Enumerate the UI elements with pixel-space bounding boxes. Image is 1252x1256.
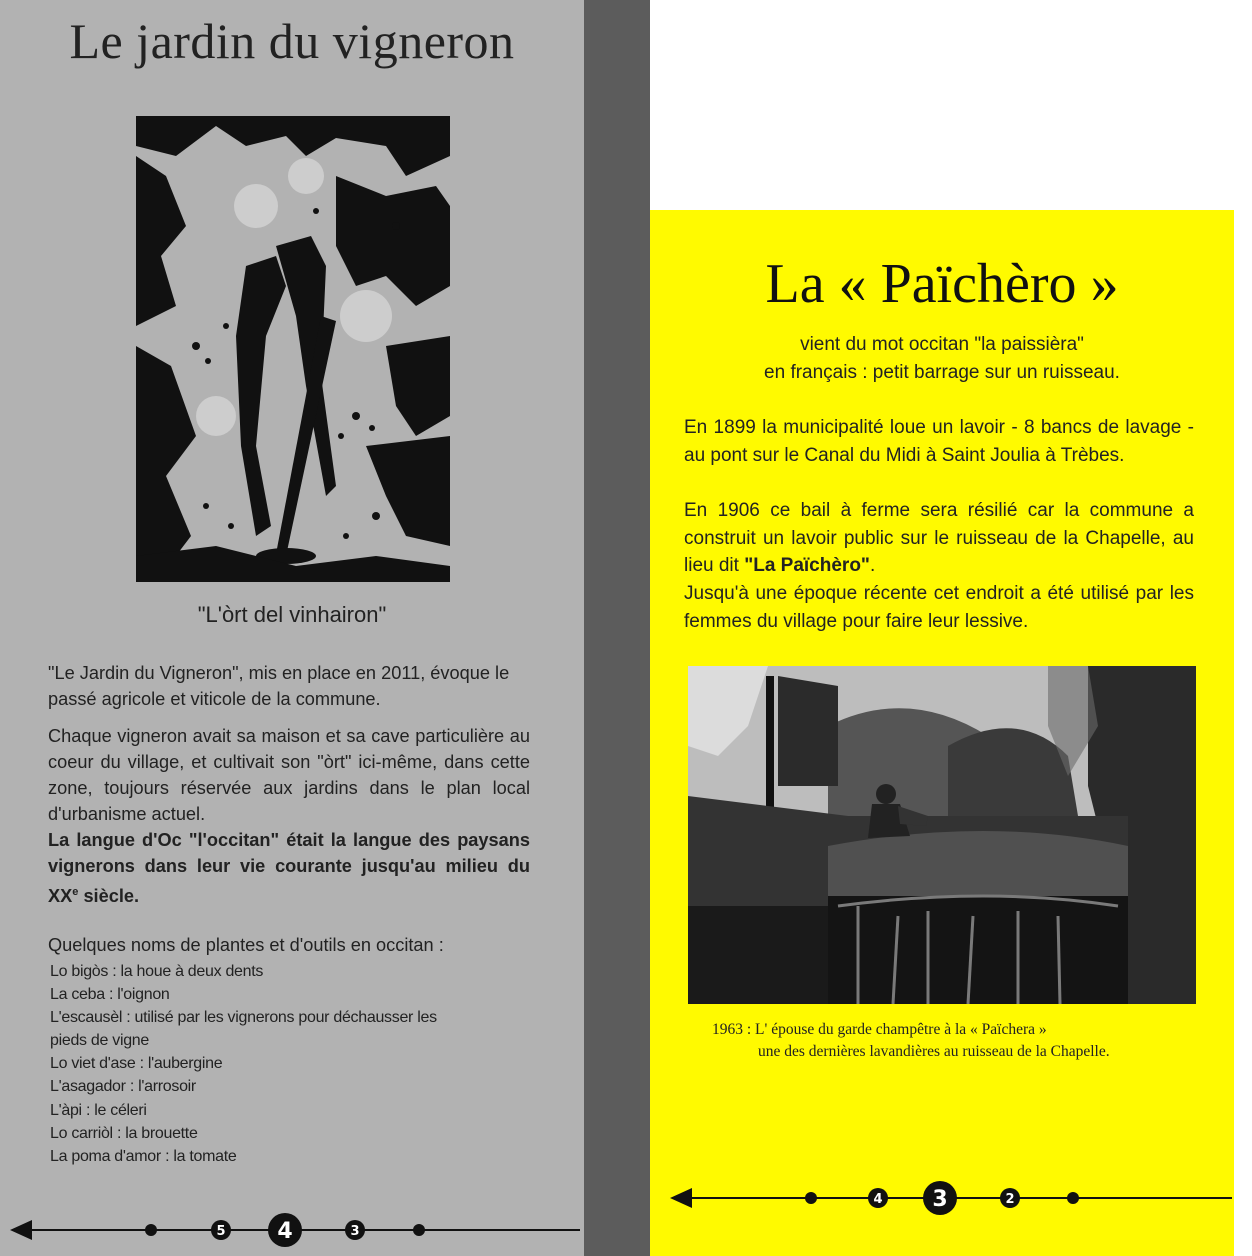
right-paragraph-1899: En 1899 la municipalité loue un lavoir - 8 bancs de lavage - au pont sur le Canal du Midi à Saint Joulia à Trèbes.: [684, 417, 1194, 466]
right-photo-caption-line2: une des dernières lavandières au ruisseau de la Chapelle.: [758, 1043, 1110, 1060]
trail-stop-current-num: 4: [277, 1219, 293, 1244]
paragraph-1906-text: En 1906 ce bail à ferme sera résilié car la commune a construit un lavoir public sur le ruisseau de la Chapelle, au lieu dit: [684, 500, 1194, 577]
right-page-title: La « Païchèro »: [765, 253, 1119, 315]
list-item: La ceba : l'oignon: [50, 986, 170, 1004]
back-arrow-icon: [670, 1188, 692, 1208]
list-item: L'escausèl : utilisé par les vignerons pour déchausser les: [50, 1009, 437, 1027]
trail-stop-next-num: 2: [1005, 1192, 1015, 1207]
list-item: Lo bigòs : la houe à deux dents: [50, 963, 264, 980]
trail-stop-next-num: 3: [350, 1224, 360, 1239]
trail-stop-current-num: 3: [932, 1187, 948, 1212]
right-subtitle-french: en français : petit barrage sur un ruisseau.: [764, 362, 1120, 383]
right-photo-caption-line1: 1963 : L' épouse du garde champêtre à la « Païchera »: [712, 1021, 1047, 1038]
list-item: Lo viet d'ase : l'aubergine: [50, 1055, 223, 1073]
left-history-block: [48, 723, 530, 909]
trail-dot-icon: [413, 1224, 425, 1236]
plants-list-header: Quelques noms de plantes et d'outils en occitan :: [48, 935, 444, 955]
trail-stop-prev-num: 5: [216, 1224, 226, 1239]
back-arrow-icon: [10, 1220, 32, 1240]
right-paragraph-1906: [684, 497, 1194, 580]
trail-dot-icon: [1067, 1192, 1079, 1204]
trail-dot-icon: [145, 1224, 157, 1236]
list-item: La poma d'amor : la tomate: [50, 1147, 237, 1165]
left-photo-caption: "L'òrt del vinhairon": [197, 602, 387, 627]
left-occitan-statement: [48, 830, 530, 906]
list-item: Lo carriòl : la brouette: [50, 1124, 198, 1142]
paragraph-1906-place: "La Païchèro": [744, 555, 870, 577]
list-item: L'asagador : l'arrosoir: [50, 1078, 196, 1096]
vineyard-worker-photo: [136, 116, 450, 582]
left-page-title: Le jardin du vigneron: [69, 13, 515, 69]
right-subtitle-occitan: vient du mot occitan "la paissièra": [800, 334, 1084, 355]
trail-dot-icon: [805, 1192, 817, 1204]
trail-stop-prev-num: 4: [873, 1192, 883, 1207]
left-intro-paragraph: "Le Jardin du Vigneron", mis en place en 2011, évoque le passé agricole et viticole de la commune.: [48, 663, 510, 709]
laundress-photo: [688, 666, 1196, 1004]
paragraph-1906-end: .: [869, 555, 876, 577]
list-item: pieds de vigne: [50, 1032, 149, 1050]
right-paragraph-recent: Jusqu'à une époque récente cet endroit a été utilisé par les femmes du village pour faire leur lessive.: [684, 583, 1194, 632]
century-superscript: e: [72, 886, 79, 898]
plants-list: [50, 960, 520, 1168]
right-trail-navigation: [664, 1176, 1234, 1220]
panel-divider: [584, 0, 650, 1256]
occitan-statement-end: siècle.: [78, 886, 140, 907]
list-item: L'àpi : le céleri: [50, 1101, 147, 1119]
left-trail-navigation: [8, 1208, 584, 1252]
left-history-paragraph: Chaque vigneron avait sa maison et sa cave particulière au coeur du village, et cultivait son "òrt" ici-même, dans cette zone, toujours réservée aux jardins dans le plan local d'urbanisme actuel.: [48, 726, 530, 824]
occitan-statement-text: La langue d'Oc "l'occitan" était la langue des paysans vignerons dans leur vie courante jusqu'au milieu du XX: [48, 830, 530, 907]
